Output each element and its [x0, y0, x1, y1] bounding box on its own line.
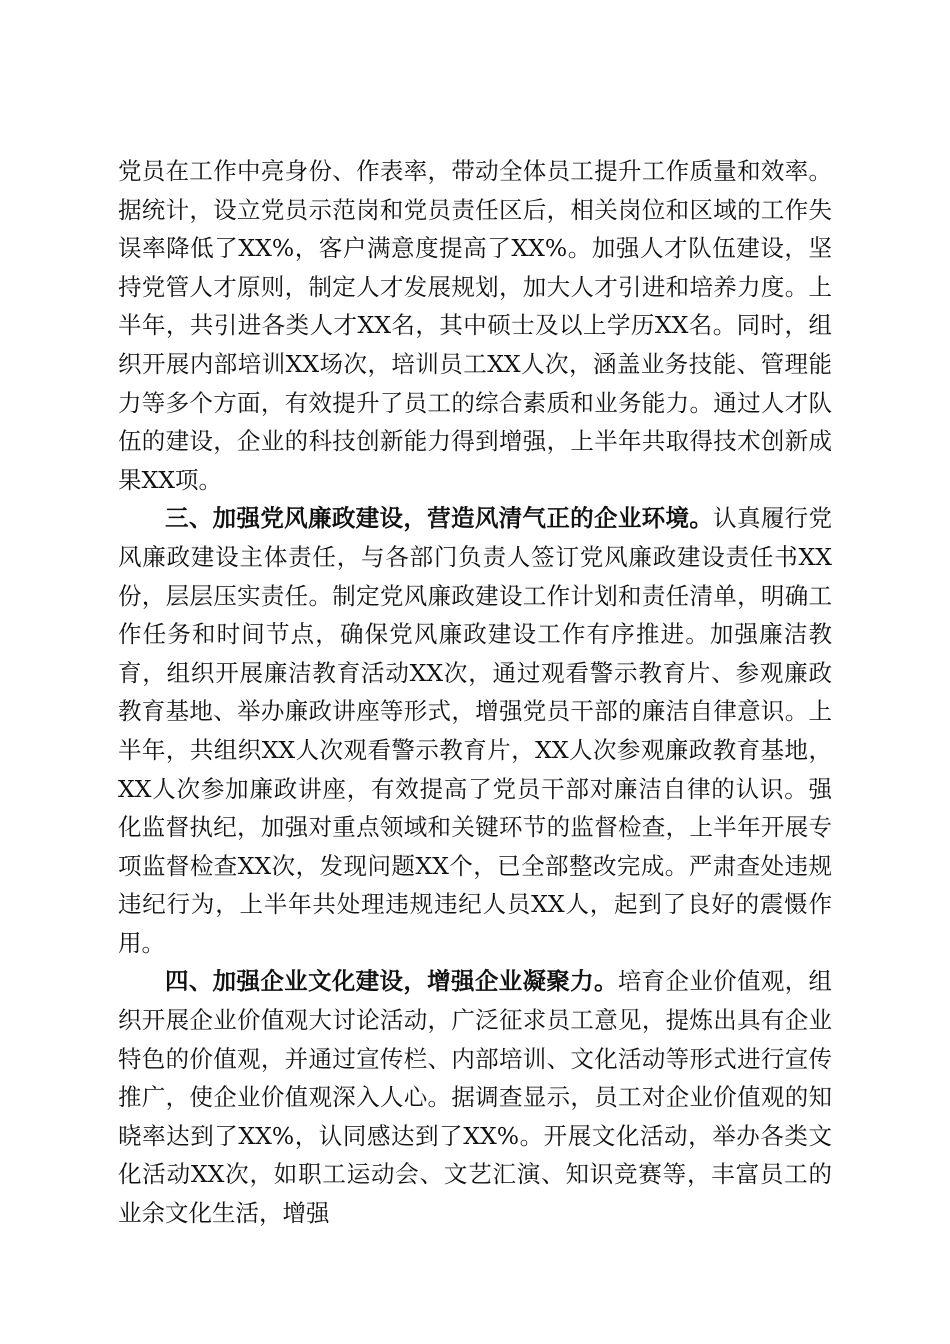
section-heading-4: 四、加强企业文化建设，增强企业凝聚力。: [165, 967, 618, 996]
paragraph-1-body: 党员在工作中亮身份、作表率，带动全体员工提升工作质量和效率。据统计，设立党员示范岗和党员责任区后，相关岗位和区域的工作失误率降低了XX%，客户满意度提高了XX%。加强人才队伍建设，坚持党管人才原则，制定人才发展规划，加大人才引进和培养力度。上半年，共引进各类人才XX名，其中硕士及以上学历XX名。同时，组织开展内部培训XX场次，培训员工XX人次，涵盖业务技能、管理能力等多个方面，有效提升了员工的综合素质和业务能力。通过人才队伍的建设，企业的科技创新能力得到增强，上半年共取得技术创新成果XX项。: [118, 157, 832, 494]
paragraph-2-body: 认真履行党风廉政建设主体责任，与各部门负责人签订党风廉政建设责任书XX份，层层压实责任。制定党风廉政建设工作计划和责任清单，明确工作任务和时间节点，确保党风廉政建设工作有序推进。加强廉洁教育，组织开展廉洁教育活动XX次，通过观看警示教育片、参观廉政教育基地、举办廉政讲座等形式，增强党员干部的廉洁自律意识。上半年，共组织XX人次观看警示教育片，XX人次参观廉政教育基地，XX人次参加廉政讲座，有效提高了党员干部对廉洁自律的认识。强化监督执纪，加强对重点领域和关键环节的监督检查，上半年开展专项监督检查XX次，发现问题XX个，已全部整改完成。严肃查处违规违纪行为，上半年共处理违规违纪人员XX人，起到了良好的震慑作用。: [118, 504, 833, 957]
paragraph-1: [118, 152, 832, 499]
paragraph-3-body: 培育企业价值观，组织开展企业价值观大讨论活动，广泛征求员工意见，提炼出具有企业特色的价值观，并通过宣传栏、内部培训、文化活动等形式进行宣传推广，使企业价值观深入人心。据调查显示，员工对企业价值观的知晓率达到了XX%，认同感达到了XX%。开展文化活动，举办各类文化活动XX次，如职工运动会、文艺汇演、知识竞赛等，丰富员工的业余文化生活，增强: [118, 967, 833, 1228]
section-heading-3: 三、加强党风廉政建设，营造风清气正的企业环境。: [165, 504, 714, 533]
paragraph-3: [118, 962, 832, 1232]
paragraph-2: [118, 499, 832, 962]
document-body: [118, 152, 832, 1233]
